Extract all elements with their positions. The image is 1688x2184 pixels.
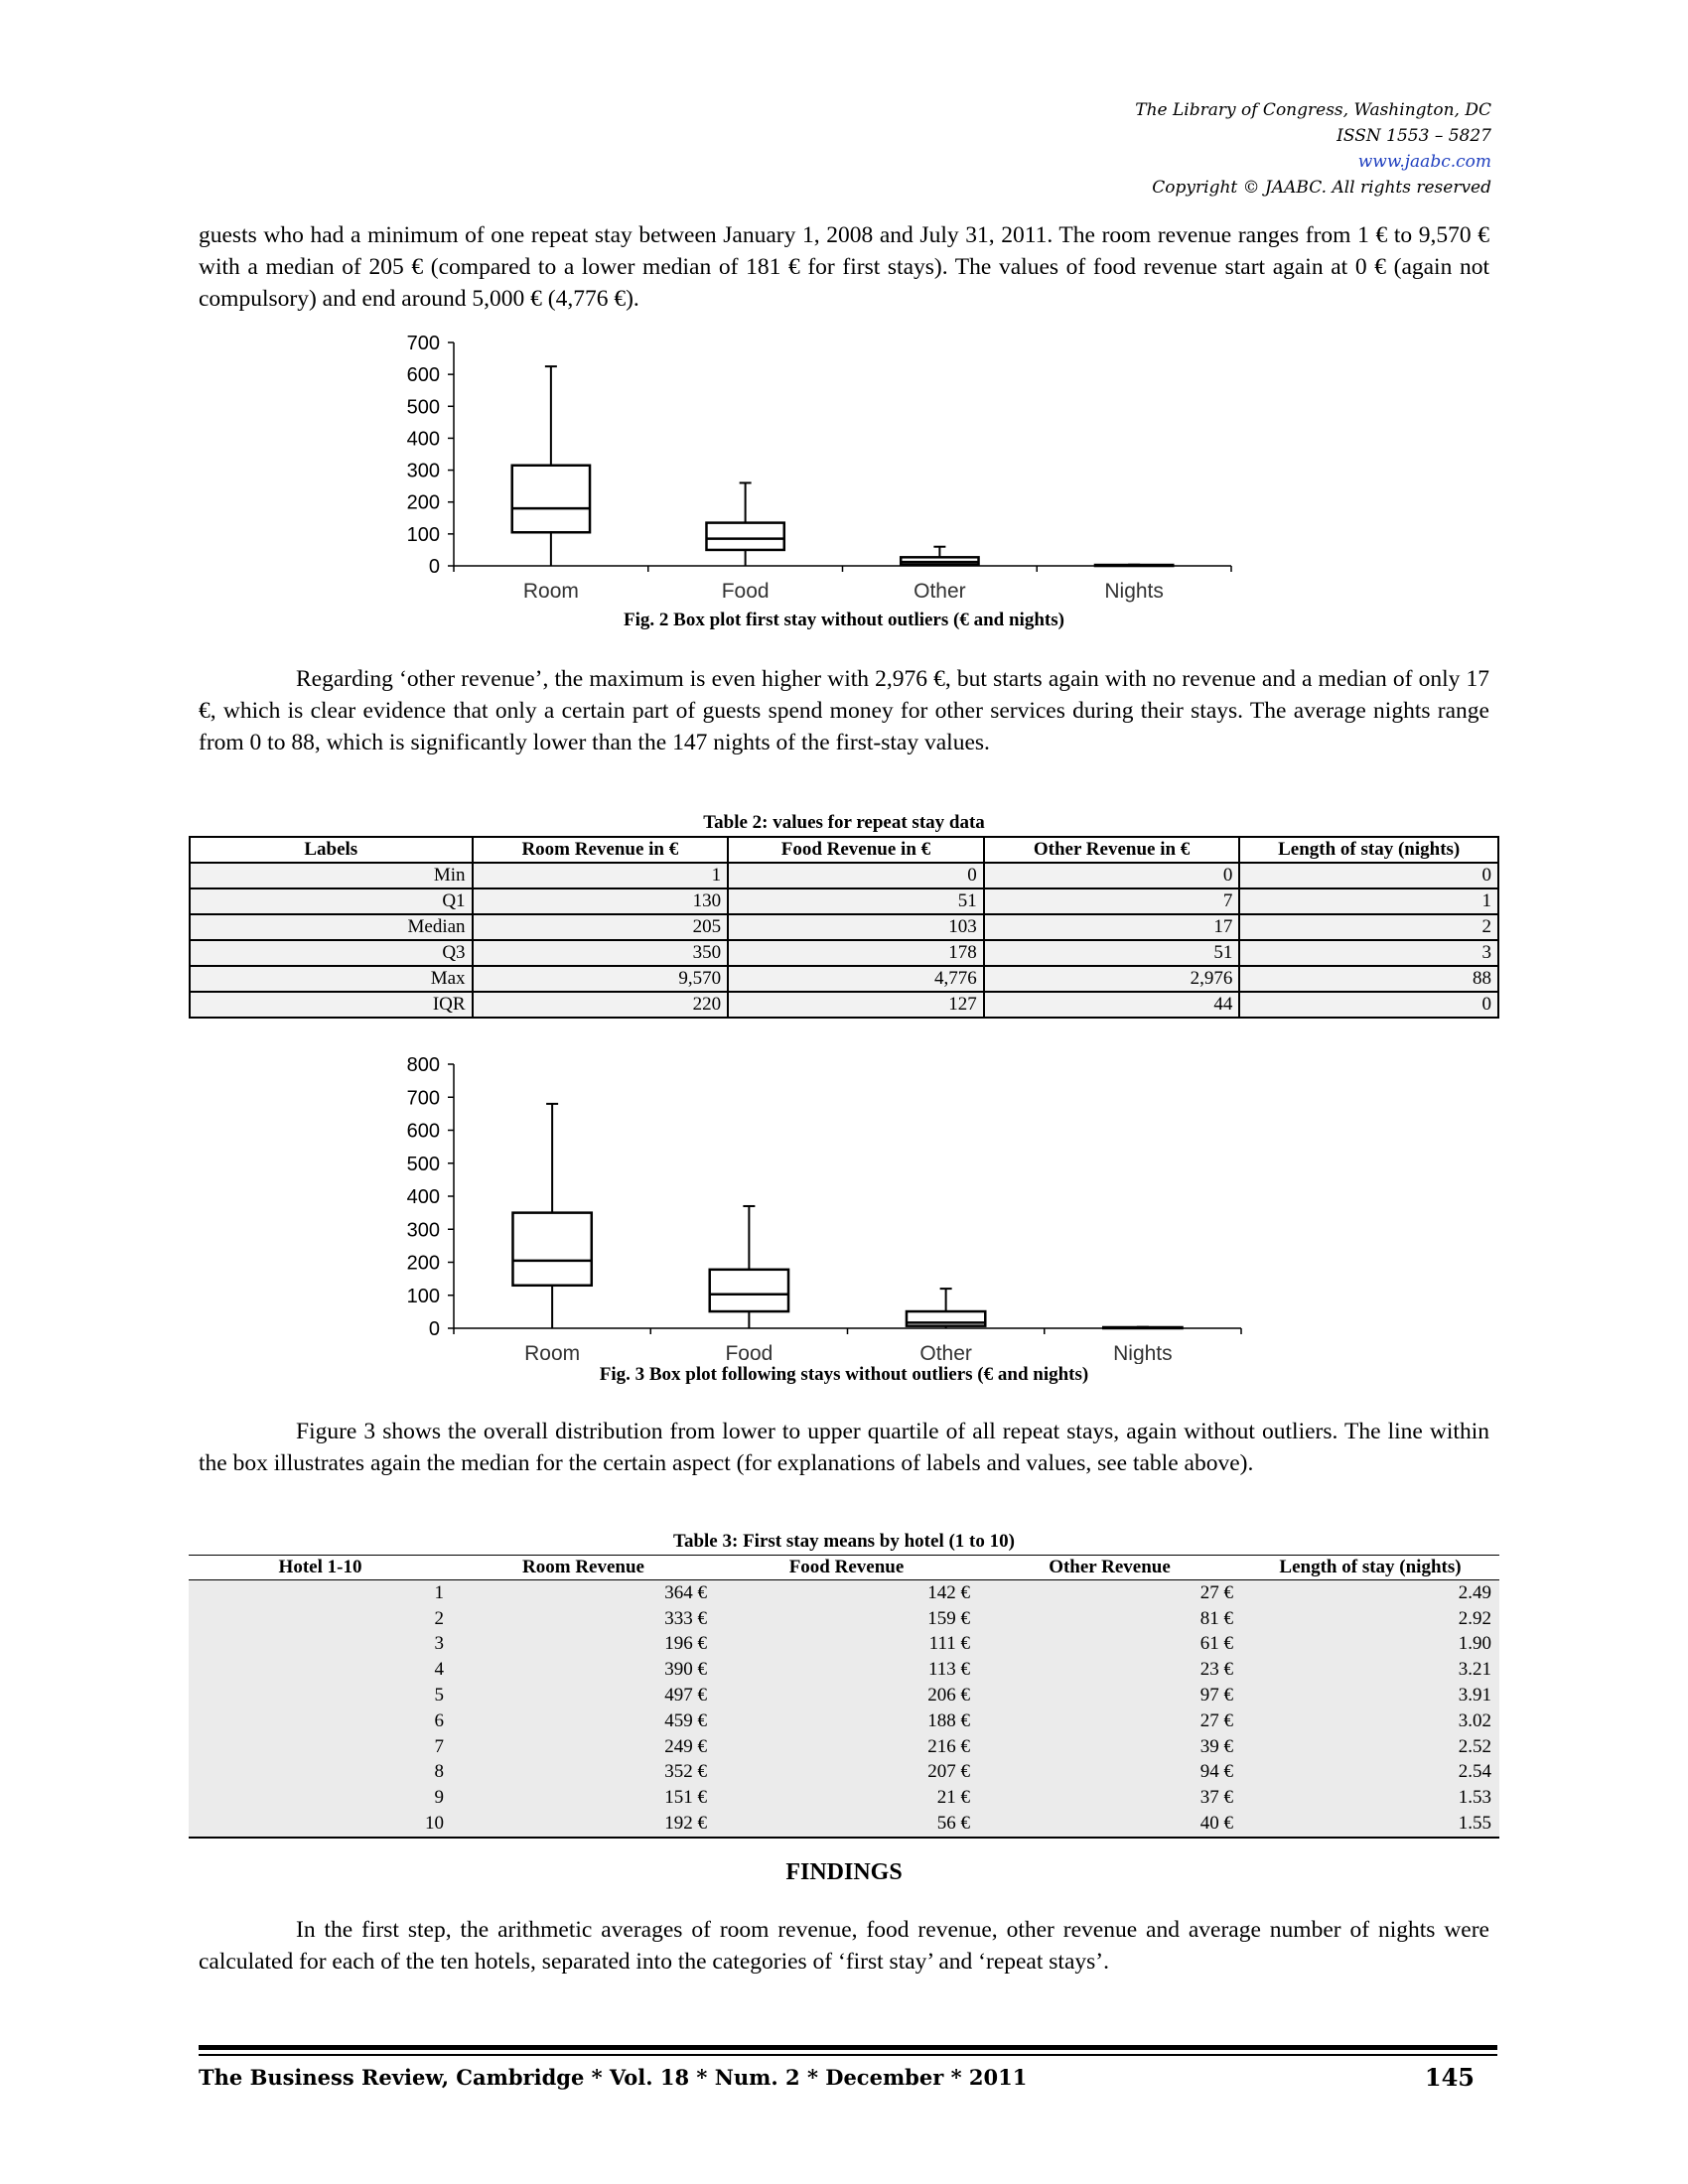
table-row [189,1632,1499,1658]
x-category-label: Other [914,580,966,603]
table-cell: 4,776 [728,966,984,992]
table-3 [189,1555,1499,1839]
table-cell: 3.21 [1241,1657,1499,1683]
table-3-header: Other Revenue [978,1556,1241,1580]
table-cell: 9,570 [473,966,729,992]
table-row [190,940,1498,966]
table-cell: 1 [473,863,729,888]
y-tick-label: 500 [406,396,440,419]
y-tick-label: 0 [428,556,440,578]
table-cell: 27 € [978,1708,1241,1734]
y-tick-label: 400 [406,1186,440,1208]
table-cell: 3.91 [1241,1683,1499,1708]
table-cell: 21 € [715,1785,978,1811]
table-cell: 196 € [452,1632,715,1658]
table-cell: 97 € [978,1683,1241,1708]
y-tick-label: 500 [406,1153,440,1175]
table-cell: 1 [1239,888,1498,914]
table-row [189,1734,1499,1760]
figure-3-caption: Fig. 3 Box plot following stays without outliers (€ and nights) [599,1364,1089,1385]
y-tick-label: 100 [406,523,440,546]
paragraph-1: guests who had a minimum of one repeat stay between January 1, 2008 and July 31, 2011. The room revenue ranges from 1 € to 9,570 € with a median of 205 € (compared to a lower median of 181 € for first stays). The values of food revenue start again at 0 € (again not compulsory) and end around 5,000 € (4,776 €). [199,222,1489,312]
x-category-label: Food [725,1342,774,1364]
table-cell: 2.49 [1241,1580,1499,1606]
table-row [190,966,1498,992]
table-cell: Median [190,914,473,940]
table-3-header: Room Revenue [452,1556,715,1580]
journal-header [1135,97,1491,201]
table-3-header: Length of stay (nights) [1241,1556,1499,1580]
paragraph-4: In the first step, the arithmetic averages of room revenue, food revenue, other revenue and average number of nights were calculated for each of the ten hotels, separated into the categories of ‘first stay’ and ‘repeat stays’. [199,1917,1489,1975]
table-cell: 0 [984,863,1240,888]
table-2-caption: Table 2: values for repeat stay data [703,812,985,833]
table-cell: 390 € [452,1657,715,1683]
x-category-label: Nights [1104,580,1164,603]
table-cell: 2 [189,1606,452,1632]
footer-journal: The Business Review, Cambridge * Vol. 18 * Num. 2 * December * 2011 [199,2065,1028,2090]
y-tick-label: 700 [406,333,440,354]
table-row [189,1657,1499,1683]
y-tick-label: 800 [406,1054,440,1076]
table-cell: 3.02 [1241,1708,1499,1734]
y-tick-label: 300 [406,1219,440,1242]
table-2-header-row [190,837,1498,863]
table-row [189,1606,1499,1632]
table-cell: 6 [189,1708,452,1734]
table-cell: Q3 [190,940,473,966]
x-category-label: Food [721,580,770,603]
table-cell: 1.90 [1241,1632,1499,1658]
paragraph-3: Figure 3 shows the overall distribution from lower to upper quartile of all repeat stays, again without outliers. The line within the box illustrates again the median for the certain aspect (for explanations of labels and values, see table above). [199,1419,1489,1476]
table-3-header-row [189,1556,1499,1580]
y-tick-label: 400 [406,428,440,451]
table-cell: 127 [728,992,984,1018]
table-3-caption: Table 3: First stay means by hotel (1 to 10) [673,1531,1015,1552]
box-room [512,1213,591,1286]
table-cell: 459 € [452,1708,715,1734]
paragraph-2: Regarding ‘other revenue’, the maximum is even higher with 2,976 €, but starts again with no revenue and a median of only 17 €, which is clear evidence that only a certain part of guests spend money for other services during their stays. The average nights range from 0 to 88, which is significantly lower than the 147 nights of the first-stay values. [199,666,1489,755]
table-cell: 207 € [715,1760,978,1786]
table-cell: 0 [1239,863,1498,888]
figure-2-caption: Fig. 2 Box plot first stay without outliers (€ and nights) [624,610,1064,630]
table-cell: 94 € [978,1760,1241,1786]
table-3-header: Food Revenue [715,1556,978,1580]
footer-rule-thin [199,2054,1497,2056]
table-row [190,863,1498,888]
table-row [189,1683,1499,1708]
table-cell: 364 € [452,1580,715,1606]
table-row [189,1811,1499,1838]
table-cell: 2.54 [1241,1760,1499,1786]
table-2-header: Length of stay (nights) [1239,837,1498,863]
table-cell: 249 € [452,1734,715,1760]
y-tick-label: 0 [428,1318,440,1340]
table-cell: 2 [1239,914,1498,940]
y-tick-label: 200 [406,1252,440,1275]
footer-rule-thick [199,2045,1497,2050]
table-cell: 1.55 [1241,1811,1499,1838]
header-url[interactable]: www.jaabc.com [1357,152,1491,172]
table-cell: 216 € [715,1734,978,1760]
table-cell: 206 € [715,1683,978,1708]
table-cell: 8 [189,1760,452,1786]
table-cell: 0 [1239,992,1498,1018]
table-cell: 51 [728,888,984,914]
table-cell: 2.52 [1241,1734,1499,1760]
table-cell: 113 € [715,1657,978,1683]
table-row [189,1760,1499,1786]
header-copyright: Copyright © JAABC. All rights reserved [1152,178,1491,198]
y-tick-label: 600 [406,364,440,387]
header-line-1: The Library of Congress, Washington, DC [1135,100,1491,120]
table-cell: IQR [190,992,473,1018]
table-cell: 205 [473,914,729,940]
table-row [189,1580,1499,1606]
table-cell: 27 € [978,1580,1241,1606]
table-cell: 3 [1239,940,1498,966]
table-2-header: Other Revenue in € [984,837,1240,863]
table-cell: 44 [984,992,1240,1018]
y-tick-label: 200 [406,491,440,514]
table-cell: 178 [728,940,984,966]
x-category-label: Room [522,580,579,603]
table-cell: 1 [189,1580,452,1606]
table-cell: 39 € [978,1734,1241,1760]
table-cell: 88 [1239,966,1498,992]
table-cell: 111 € [715,1632,978,1658]
table-row [190,992,1498,1018]
table-cell: Q1 [190,888,473,914]
table-2-header: Room Revenue in € [473,837,729,863]
table-cell: 56 € [715,1811,978,1838]
table-cell: 1.53 [1241,1785,1499,1811]
table-cell: 130 [473,888,729,914]
table-cell: 4 [189,1657,452,1683]
table-cell: 61 € [978,1632,1241,1658]
table-2 [189,836,1499,1019]
table-cell: 2,976 [984,966,1240,992]
table-row [190,914,1498,940]
box-room [512,466,590,533]
table-cell: 2.92 [1241,1606,1499,1632]
table-cell: 220 [473,992,729,1018]
table-cell: 5 [189,1683,452,1708]
table-cell: 23 € [978,1657,1241,1683]
table-cell: 350 [473,940,729,966]
table-cell: 497 € [452,1683,715,1708]
table-row [190,888,1498,914]
box-food [710,1270,788,1311]
table-row [189,1708,1499,1734]
table-cell: 151 € [452,1785,715,1811]
x-category-label: Room [524,1342,581,1364]
table-cell: 17 [984,914,1240,940]
table-row [189,1785,1499,1811]
table-cell: 7 [984,888,1240,914]
x-category-label: Nights [1113,1342,1173,1364]
page-number: 145 [1424,2063,1475,2092]
y-tick-label: 300 [406,460,440,482]
findings-heading: FINDINGS [785,1859,903,1885]
x-category-label: Other [919,1342,972,1364]
table-cell: 7 [189,1734,452,1760]
table-cell: 0 [728,863,984,888]
table-cell: 37 € [978,1785,1241,1811]
table-3-header: Hotel 1-10 [189,1556,452,1580]
table-cell: 51 [984,940,1240,966]
table-2-header: Food Revenue in € [728,837,984,863]
table-cell: 10 [189,1811,452,1838]
table-cell: Min [190,863,473,888]
table-cell: 352 € [452,1760,715,1786]
table-cell: 3 [189,1632,452,1658]
y-tick-label: 600 [406,1120,440,1143]
table-2-header: Labels [190,837,473,863]
box-food [706,523,783,550]
y-tick-label: 100 [406,1285,440,1307]
figure-2-box-plot [377,323,1251,606]
table-cell: 40 € [978,1811,1241,1838]
table-cell: 142 € [715,1580,978,1606]
table-cell: 333 € [452,1606,715,1632]
y-tick-label: 700 [406,1087,440,1110]
table-cell: 103 [728,914,984,940]
header-issn: ISSN 1553 – 5827 [1336,126,1491,146]
table-cell: Max [190,966,473,992]
table-cell: 81 € [978,1606,1241,1632]
figure-3-box-plot [377,1044,1251,1364]
table-cell: 9 [189,1785,452,1811]
table-cell: 159 € [715,1606,978,1632]
table-cell: 192 € [452,1811,715,1838]
table-cell: 188 € [715,1708,978,1734]
